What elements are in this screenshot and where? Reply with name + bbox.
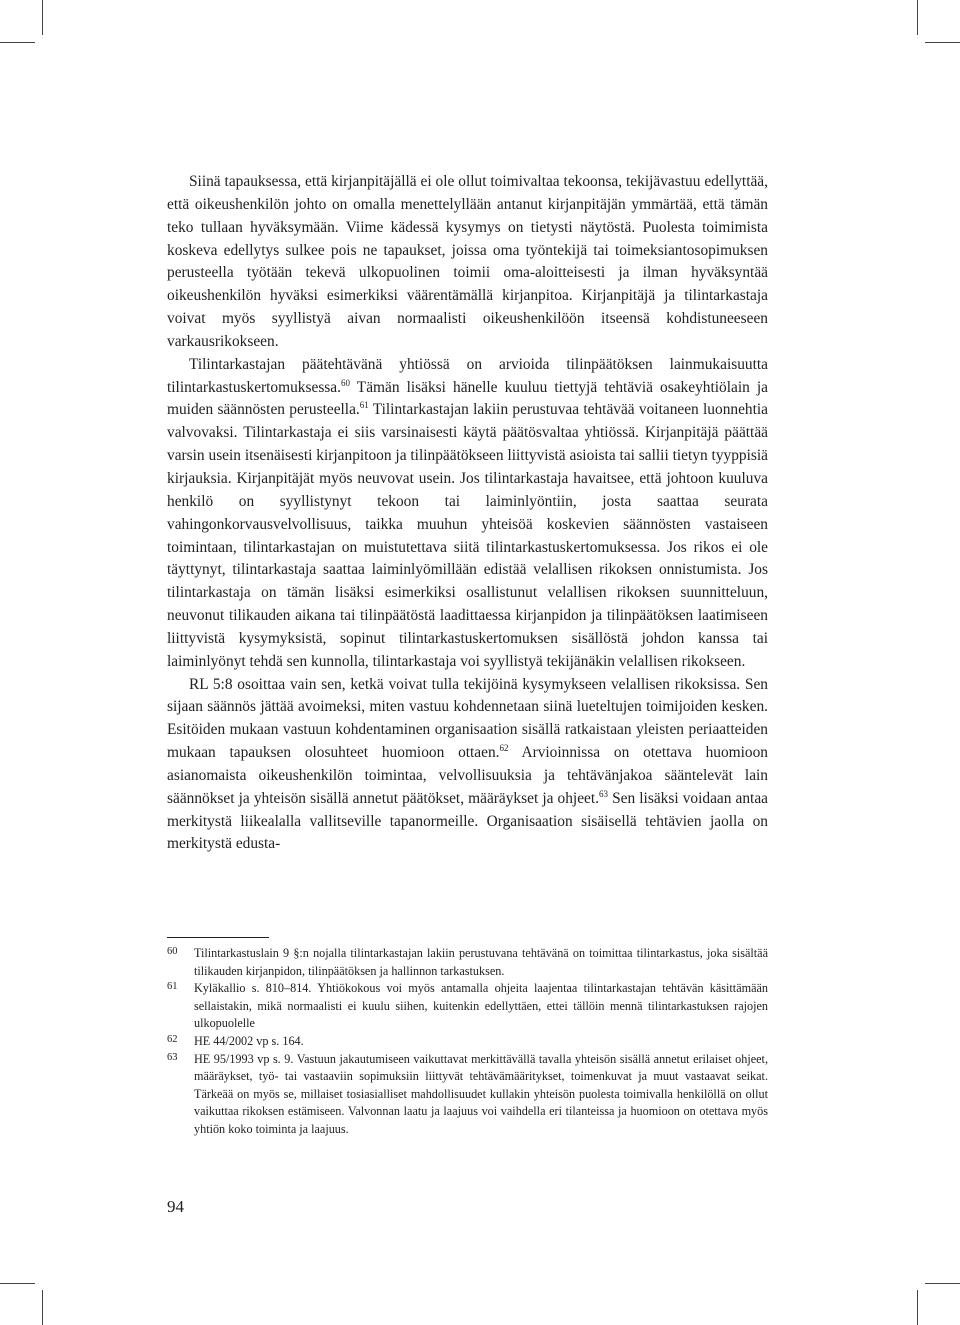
footnote-text: Kyläkallio s. 810–814. Yhtiökokous voi myös antamalla ohjeita laajentaa tilintarkastajan tehtävän käsittämään sellaistakin, mikä normaalisti ei kuulu siihen, kuitenkin edellyttäen, ettei tällöin mennä tilintarkastuksen rajojen ulkopuolelle <box>194 981 768 1031</box>
paragraph-text: Tilintarkastajan lakiin perustuvaa tehtävää voitaneen luonnehtia valvovaksi. Tilintarkastaja ei siis varsinaisesti käytä päätösvaltaa yhtiössä. Kirjanpitäjä päättää varsin usein itsenäisesti kirjanpitoon ja tilinpäätökseen liittyvistä asioista tai sallii tietyn tyyppisiä kirjauksia. Kirjanpitäjät myös neuvovat usein. Jos tilintarkastaja havaitsee, että johtoon kuuluva henkilö on syyllistynyt tekoon tai laiminlyöntiin, josta saattaa seurata vahingonkorvausvelvollisuus, taikka muuhun yhteisöä koskevien säännösten vastaiseen toimintaan, tilintarkastajan on muistutettava siitä tilintarkastuskertomuksessa. Jos rikos ei ole täyttynyt, tilintarkastaja saattaa laiminlyömillään edistää velallisen rikoksen onnistumista. Jos tilintarkastaja on tämän lisäksi esimerkiksi osallistunut velallisen rikoksen suunnitteluun, neuvonut tilikauden aikana tai tilinpäätöstä laadittaessa kirjanpidon ja tilinpäätöksen laatimiseen liittyvistä kysymyksistä, sopinut tilintarkastuskertomuksen sisällöstä johdon kanssa tai laiminlyönyt tehdä sen kunnolla, tilintarkastaja voi syyllistyä tekijänäkin velallisen rikokseen. <box>167 401 768 670</box>
footnote-reference[interactable]: 61 <box>359 400 369 411</box>
paragraph-text: Siinä tapauksessa, että kirjanpitäjällä ei ole ollut toimivaltaa tekoonsa, tekijävastuu edellyttää, että oikeushenkilön johto on omalla menettelyllään antanut kirjanpitäjän ymmärtää, että tämän teko tullaan hyväksymään. Viime kädessä kysymys on tietysti näytöstä. Puolesta toimimista koskeva edellytys sulkee pois ne tapaukset, joissa oma työntekijä tai toimeksiantosopimuksen perusteella työtään tekevä ulkopuolinen toimii oma-aloitteisesti ja ilman hyväksyntää oikeushenkilön hyväksi esimerkiksi väärentämällä kirjanpitoa. Kirjanpitäjä ja tilintarkastaja voivat myös syyllistyä aivan normaalisti oikeushenkilöön itseensä kohdistuneeseen varkausrikokseen. <box>167 173 768 350</box>
footnote-number: 61 <box>167 981 178 993</box>
main-body-text <box>167 171 768 856</box>
footnote-number: 62 <box>167 1033 178 1045</box>
footnote-text: HE 95/1993 vp s. 9. Vastuun jakautumiseen vaikuttavat merkittävällä tavalla yhteisön sisällä annetut erilaiset ohjeet, määräykset, työ- tai vastaaviin sopimuksiin liittyvät tehtävämääritykset, toimenkuvat ja muut vastaavat seikat. Tärkeää on myös se, millaiset tosiasialliset mahdollisuudet kullakin yhteisön puolesta toimivalla henkilöllä on ollut vaikuttaa rikoksen estämiseen. Valvonnan laatu ja laajuus voi vaihdella eri tilanteissa ja huomioon on otettava myös yhtiön koko toiminta ja laajuus. <box>194 1051 768 1136</box>
footnote-reference[interactable]: 60 <box>340 377 350 388</box>
paragraph-text: Sen lisäksi voidaan antaa merkitystä liikealalla vallitseville tapanormeille. Organisaation sisäisellä tehtävien jaolla on merkitystä edusta- <box>167 789 768 853</box>
footnote-number: 60 <box>167 946 178 957</box>
paragraph-text: Tilintarkastajan päätehtävänä yhtiössä on arvioida tilinpäätöksen lainmukaisuutta tilintarkastuskertomuksessa. <box>167 355 768 396</box>
footnote-reference[interactable]: 63 <box>598 788 608 799</box>
footnote <box>167 1051 768 1139</box>
footnote-reference[interactable]: 62 <box>499 743 509 754</box>
crop-mark-top-right-vertical <box>917 0 918 35</box>
footnote <box>167 945 768 980</box>
page-number: 94 <box>167 1197 184 1216</box>
paragraph-text: RL 5:8 osoittaa vain sen, ketkä voivat tulla tekijöinä kysymykseen velallisen rikoksissa. Sen sijaan säännös jättää avoimeksi, miten vastuu kohdennetaan siinä lueteltujen toimijoiden kesken. Esitöiden mukaan vastuun kohdentaminen organisaation sisällä ratkaistaan yleisten periaatteiden mukaan tapauksen olosuhteet huomioon ottaen. <box>167 675 768 762</box>
footnotes-section <box>167 945 768 1139</box>
crop-mark-top-right-horizontal <box>925 42 960 43</box>
footnote <box>167 1033 768 1051</box>
crop-mark-bottom-left-horizontal <box>0 1283 35 1284</box>
crop-mark-bottom-right-vertical <box>917 1290 918 1325</box>
crop-mark-bottom-right-horizontal <box>925 1283 960 1284</box>
crop-mark-top-left-horizontal <box>0 42 35 43</box>
crop-mark-bottom-left-vertical <box>42 1290 43 1325</box>
footnote-separator <box>167 937 269 938</box>
paragraph-text: Arvioinnissa on otettava huomioon asianomaista oikeushenkilön toimintaa, velvollisuuksia ja tehtävänjakoa sääntelevät lain säännökset ja yhteisön sisällä annetut päätökset, määräykset ja ohjeet. <box>167 744 768 807</box>
footnote-number: 63 <box>167 1051 178 1063</box>
footnote-text: HE 44/2002 vp s. 164. <box>194 1033 304 1048</box>
crop-mark-top-left-vertical <box>42 0 43 35</box>
body-paragraph <box>167 674 768 857</box>
footnote-text: Tilintarkastuslain 9 §:n nojalla tilintarkastajan lakiin perustuvana tehtävänä on toimittaa tilintarkastus, joka sisältää tilikauden kirjanpidon, tilinpäätöksen ja hallinnon tarkastuksen. <box>194 946 768 978</box>
footnote <box>167 980 768 1033</box>
paragraph-text: Tämän lisäksi hänelle kuuluu tiettyjä tehtäviä osakeyhtiölain ja muiden säännösten perusteella. <box>167 378 768 419</box>
body-paragraph <box>167 171 768 354</box>
body-paragraph <box>167 354 768 674</box>
